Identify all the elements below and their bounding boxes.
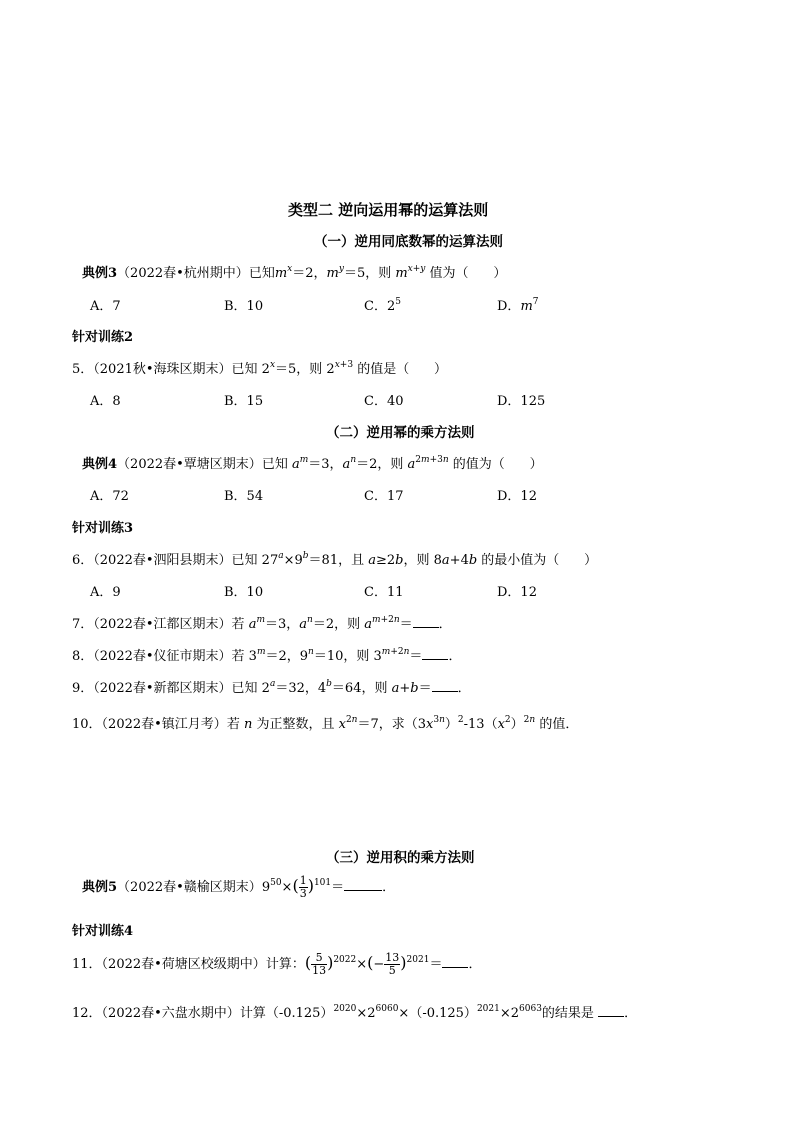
question-6: 6．（2022春•泗阳县期末）已知 $27^a\times 9^b=81$，且 a≥2b，则 8a+4b 的最小值为（ ） [72, 551, 598, 568]
example3-label: 典例3 [82, 266, 118, 281]
example5: 典例5（2022春•赣榆区期末）$9^{50}\times$( $\frac{1}{3}$ )$^{101}$＝ ． [82, 874, 396, 900]
example3-option-a: A．7 [90, 299, 121, 314]
q6-option-b: B．10 [224, 585, 264, 600]
fraction-one-third: $\frac{1}{3}$ [299, 874, 307, 900]
example4-option-d: D．12 [497, 489, 537, 504]
q6-option-c: C．11 [364, 585, 404, 600]
example4-option-a: A．72 [90, 489, 129, 504]
example4-option-b: B．54 [224, 489, 264, 504]
question-10: 10．（2022春•镇江月考）若 n 为正整数，且 $x^{2n}=7$，求$(3x^{3n})^2-13(x^2)^{2n}$ 的值． [72, 715, 579, 732]
section2-heading: （二）逆用幂的乘方法则 [326, 425, 475, 441]
example3-source: （2022春•杭州期中） [117, 266, 249, 281]
example5-answer-blank[interactable] [344, 880, 382, 891]
example4: 典例4（2022春•覃塘区期末）已知 $a^m=3$，$a^n=2$，则 $a^{2m+3n}$ 的值为（ ） [82, 455, 543, 472]
question-7: 7．（2022春•江都区期末）若 $a^m=3$，$a^n=2$，则 $a^{m+2n}=$ ． [72, 615, 452, 632]
q6-option-a: A．9 [90, 585, 121, 600]
q8-answer-blank[interactable] [422, 649, 448, 660]
q7-answer-blank[interactable] [413, 617, 439, 628]
q5-option-d: D．125 [497, 394, 546, 409]
q5-option-b: B．15 [224, 394, 264, 409]
question-5: 5．（2021秋•海珠区期末）已知 $2^x=5$，则 $2^{x+3}$ 的值是（ ） [72, 360, 448, 377]
question-8: 8．（2022春•仪征市期末）若 $3^m=2$，$9^n=10$，则 $3^{m+2n}=$ ． [72, 647, 462, 664]
section1-heading: （一）逆用同底数幂的运算法则 [314, 234, 503, 250]
example3: 典例3（2022春•杭州期中）已知$m^x=2$，$m^y=5$，则 $m^{x+y}$ 值为（ ） [82, 264, 507, 281]
question-11: 11．（2022春•荷塘区校级期中）计算：( $\frac{5}{13}$ )$^{2022}$×(− $\frac{13}{5}$ )$^{2021}$＝ ． [72, 951, 482, 977]
q11-answer-blank[interactable] [442, 957, 468, 968]
example3-option-c: C．$2^5$ [364, 297, 401, 314]
example3-option-b: B．10 [224, 299, 264, 314]
q9-answer-blank[interactable] [432, 681, 458, 692]
q12-answer-blank[interactable] [598, 1006, 624, 1017]
practice2-label: 针对训练2 [72, 330, 134, 345]
q5-option-a: A．8 [90, 394, 121, 409]
fraction-5-13: $\frac{5}{13}$ [312, 951, 327, 977]
question-9: 9．（2022春•新都区期末）已知 $2^a=32$，$4^b=64$，则 a+b＝ ． [72, 679, 471, 696]
section3-heading: （三）逆用积的乘方法则 [326, 850, 475, 866]
example4-option-c: C．17 [364, 489, 404, 504]
fraction-13-5: $\frac{13}{5}$ [385, 951, 400, 977]
q5-option-c: C．40 [364, 394, 404, 409]
practice4-label: 针对训练4 [72, 924, 134, 939]
example3-prefix: 已知 [248, 266, 275, 281]
question-12: 12．（2022春•六盘水期中）计算$(-0.125)^{2020}\times 2^{6060}\times(-0.125)^{2021}\times 2^{6063}$的结果是 ． [72, 1004, 638, 1021]
q6-option-d: D．12 [497, 585, 537, 600]
page-title: 类型二 逆向运用幂的运算法则 [288, 201, 489, 219]
example3-option-d: D．$m^7$ [497, 297, 539, 314]
practice3-label: 针对训练3 [72, 521, 134, 536]
